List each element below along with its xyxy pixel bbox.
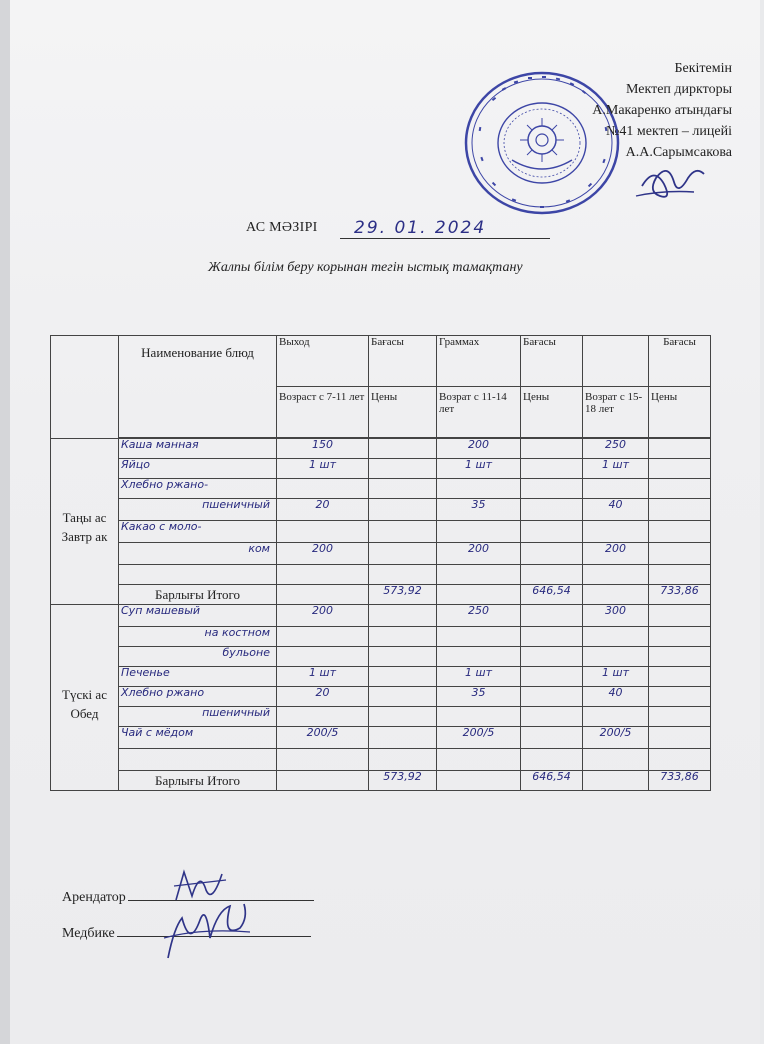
lunch-total-row bbox=[51, 771, 711, 791]
portion-11-14-cell: 1 шт bbox=[437, 459, 521, 479]
price-15-18-cell bbox=[649, 749, 711, 771]
price-15-18-cell bbox=[649, 439, 711, 459]
director-signature bbox=[634, 156, 712, 208]
column-header-age-3: Возрат с 15-18 лет bbox=[583, 387, 649, 438]
portion-15-18-cell: 200 bbox=[583, 543, 649, 565]
total-empty-cell bbox=[437, 585, 521, 605]
dish-name-cell: пшеничный bbox=[119, 499, 277, 521]
breakfast-total-row bbox=[51, 585, 711, 605]
column-header-grammakh: Граммах bbox=[437, 336, 521, 387]
approval-line-4: №41 мектеп – лицейі bbox=[606, 124, 732, 139]
price-7-11-cell bbox=[369, 499, 437, 521]
dish-name-cell: бульоне bbox=[119, 647, 277, 667]
breakfast-row bbox=[51, 439, 711, 459]
price-7-11-cell bbox=[369, 627, 437, 647]
price-11-14-cell bbox=[521, 687, 583, 707]
price-15-18-cell bbox=[649, 707, 711, 727]
portion-11-14-cell: 200 bbox=[437, 439, 521, 459]
price-15-18-cell bbox=[649, 605, 711, 627]
portion-15-18-cell: 200/5 bbox=[583, 727, 649, 749]
arendator-label: Арендатор bbox=[62, 890, 126, 905]
breakfast-row bbox=[51, 565, 711, 585]
price-11-14-cell bbox=[521, 499, 583, 521]
price-7-11-cell bbox=[369, 521, 437, 543]
portion-15-18-cell bbox=[583, 479, 649, 499]
column-header-bagasy-3: Бағасы bbox=[649, 336, 711, 387]
portion-11-14-cell bbox=[437, 521, 521, 543]
price-7-11-cell bbox=[369, 707, 437, 727]
menu-date: 29. 01. 2024 bbox=[354, 218, 487, 238]
portion-11-14-cell: 35 bbox=[437, 499, 521, 521]
portion-7-11-cell bbox=[277, 479, 369, 499]
portion-15-18-cell bbox=[583, 647, 649, 667]
dish-name-cell: Яйцо bbox=[119, 459, 277, 479]
dish-name-cell: Хлебно ржано bbox=[119, 687, 277, 707]
price-15-18-cell bbox=[649, 727, 711, 749]
dish-name-cell: Чай с мёдом bbox=[119, 727, 277, 749]
price-15-18-cell bbox=[649, 499, 711, 521]
column-header-age-2: Возрат с 11-14 лет bbox=[437, 387, 521, 438]
breakfast-row bbox=[51, 479, 711, 499]
price-11-14-cell bbox=[521, 521, 583, 543]
portion-7-11-cell: 1 шт bbox=[277, 459, 369, 479]
price-7-11-cell bbox=[369, 479, 437, 499]
price-11-14-cell bbox=[521, 707, 583, 727]
price-15-18-cell bbox=[649, 667, 711, 687]
menu-subtitle: Жалпы білім беру корынан тегін ыстық тамақтану bbox=[208, 260, 523, 275]
price-7-11-cell bbox=[369, 727, 437, 749]
lunch-section-label: Түскі ас Обед bbox=[51, 605, 119, 791]
dish-name-cell bbox=[119, 565, 277, 585]
price-7-11-cell bbox=[369, 687, 437, 707]
portion-15-18-cell bbox=[583, 565, 649, 585]
portion-11-14-cell: 200/5 bbox=[437, 727, 521, 749]
menu-table bbox=[50, 335, 711, 439]
column-header-name: Наименование блюд bbox=[119, 336, 277, 438]
portion-15-18-cell bbox=[583, 627, 649, 647]
portion-7-11-cell: 200 bbox=[277, 543, 369, 565]
price-7-11-cell bbox=[369, 667, 437, 687]
lunch-total-7-11: 573,92 bbox=[369, 771, 437, 791]
portion-7-11-cell: 150 bbox=[277, 439, 369, 459]
dish-name-cell: Какао с моло- bbox=[119, 521, 277, 543]
breakfast-row bbox=[51, 499, 711, 521]
dish-name-cell: Каша манная bbox=[119, 439, 277, 459]
medbike-signature bbox=[160, 898, 256, 966]
column-header-ceny-1: Цены bbox=[369, 387, 437, 438]
column-header-vykhod: Выход bbox=[277, 336, 369, 387]
background-edge bbox=[0, 0, 10, 1044]
date-underline bbox=[340, 238, 550, 239]
price-7-11-cell bbox=[369, 647, 437, 667]
lunch-row bbox=[51, 727, 711, 749]
portion-15-18-cell: 1 шт bbox=[583, 459, 649, 479]
price-7-11-cell bbox=[369, 565, 437, 585]
portion-11-14-cell: 35 bbox=[437, 687, 521, 707]
price-15-18-cell bbox=[649, 543, 711, 565]
column-header-bagasy-1: Бағасы bbox=[369, 336, 437, 387]
column-header-age-1: Возраст с 7-11 лет bbox=[277, 387, 369, 438]
column-header-ceny-2: Цены bbox=[521, 387, 583, 438]
portion-7-11-cell: 20 bbox=[277, 687, 369, 707]
price-15-18-cell bbox=[649, 459, 711, 479]
portion-15-18-cell bbox=[583, 521, 649, 543]
price-15-18-cell bbox=[649, 521, 711, 543]
price-11-14-cell bbox=[521, 543, 583, 565]
portion-15-18-cell: 1 шт bbox=[583, 667, 649, 687]
lunch-total-11-14: 646,54 bbox=[521, 771, 583, 791]
portion-11-14-cell bbox=[437, 565, 521, 585]
portion-11-14-cell bbox=[437, 647, 521, 667]
portion-7-11-cell bbox=[277, 565, 369, 585]
breakfast-row bbox=[51, 543, 711, 565]
dish-name-cell: Хлебно ржано- bbox=[119, 479, 277, 499]
portion-7-11-cell bbox=[277, 707, 369, 727]
breakfast-row bbox=[51, 521, 711, 543]
approval-block bbox=[592, 58, 732, 163]
breakfast-total-11-14: 646,54 bbox=[521, 585, 583, 605]
portion-7-11-cell bbox=[277, 749, 369, 771]
price-11-14-cell bbox=[521, 627, 583, 647]
portion-11-14-cell bbox=[437, 749, 521, 771]
portion-11-14-cell: 1 шт bbox=[437, 667, 521, 687]
portion-11-14-cell bbox=[437, 627, 521, 647]
portion-7-11-cell: 1 шт bbox=[277, 667, 369, 687]
portion-15-18-cell: 250 bbox=[583, 439, 649, 459]
lunch-row bbox=[51, 687, 711, 707]
price-7-11-cell bbox=[369, 749, 437, 771]
portion-11-14-cell: 200 bbox=[437, 543, 521, 565]
price-11-14-cell bbox=[521, 667, 583, 687]
portion-11-14-cell bbox=[437, 479, 521, 499]
column-header-bagasy-2: Бағасы bbox=[521, 336, 583, 387]
breakfast-total-15-18: 733,86 bbox=[649, 585, 711, 605]
lunch-row bbox=[51, 749, 711, 771]
price-11-14-cell bbox=[521, 479, 583, 499]
price-7-11-cell bbox=[369, 605, 437, 627]
price-7-11-cell bbox=[369, 439, 437, 459]
medbike-label: Медбике bbox=[62, 926, 115, 941]
portion-7-11-cell: 20 bbox=[277, 499, 369, 521]
total-empty-cell bbox=[583, 585, 649, 605]
column-header-ceny-3: Цены bbox=[649, 387, 711, 438]
approval-line-5: А.А.Сарымсакова bbox=[625, 145, 732, 160]
lunch-row bbox=[51, 707, 711, 727]
total-empty-cell bbox=[437, 771, 521, 791]
lunch-total-15-18: 733,86 bbox=[649, 771, 711, 791]
approval-line-2: Мектеп диркторы bbox=[626, 82, 732, 97]
breakfast-row bbox=[51, 459, 711, 479]
portion-11-14-cell bbox=[437, 707, 521, 727]
price-11-14-cell bbox=[521, 459, 583, 479]
dish-name-cell: Суп машевый bbox=[119, 605, 277, 627]
price-7-11-cell bbox=[369, 543, 437, 565]
portion-15-18-cell bbox=[583, 749, 649, 771]
price-11-14-cell bbox=[521, 565, 583, 585]
price-15-18-cell bbox=[649, 627, 711, 647]
breakfast-total-label: Барлығы Итого bbox=[119, 585, 277, 605]
menu-title: АС МӘЗІРІ bbox=[246, 220, 318, 235]
dish-name-cell: ком bbox=[119, 543, 277, 565]
dish-name-cell: на костном bbox=[119, 627, 277, 647]
portion-7-11-cell: 200/5 bbox=[277, 727, 369, 749]
portion-7-11-cell bbox=[277, 647, 369, 667]
approval-line-1: Бекітемін bbox=[674, 61, 732, 76]
price-15-18-cell bbox=[649, 479, 711, 499]
lunch-total-label: Барлығы Итого bbox=[119, 771, 277, 791]
portion-15-18-cell: 40 bbox=[583, 687, 649, 707]
price-11-14-cell bbox=[521, 647, 583, 667]
total-empty-cell bbox=[277, 771, 369, 791]
section-column-header bbox=[51, 336, 119, 439]
price-15-18-cell bbox=[649, 647, 711, 667]
price-11-14-cell bbox=[521, 605, 583, 627]
portion-11-14-cell: 250 bbox=[437, 605, 521, 627]
document-page bbox=[10, 0, 760, 1044]
portion-15-18-cell: 40 bbox=[583, 499, 649, 521]
dish-name-cell: пшеничный bbox=[119, 707, 277, 727]
dish-name-cell bbox=[119, 749, 277, 771]
price-11-14-cell bbox=[521, 439, 583, 459]
breakfast-section-label: Таңы ас Завтр ак bbox=[51, 439, 119, 605]
lunch-row bbox=[51, 627, 711, 647]
price-15-18-cell bbox=[649, 687, 711, 707]
total-empty-cell bbox=[583, 771, 649, 791]
header-row-1 bbox=[51, 336, 711, 387]
price-11-14-cell bbox=[521, 727, 583, 749]
approval-line-3: А.Макаренко атындағы bbox=[592, 103, 732, 118]
portion-15-18-cell bbox=[583, 707, 649, 727]
breakfast-section bbox=[51, 439, 711, 605]
price-15-18-cell bbox=[649, 565, 711, 585]
lunch-row bbox=[51, 605, 711, 627]
portion-15-18-cell: 300 bbox=[583, 605, 649, 627]
price-7-11-cell bbox=[369, 459, 437, 479]
menu-body-table bbox=[50, 438, 711, 791]
portion-7-11-cell: 200 bbox=[277, 605, 369, 627]
total-empty-cell bbox=[277, 585, 369, 605]
column-header-empty bbox=[583, 336, 649, 387]
lunch-row bbox=[51, 647, 711, 667]
price-11-14-cell bbox=[521, 749, 583, 771]
lunch-section bbox=[51, 605, 711, 791]
portion-7-11-cell bbox=[277, 627, 369, 647]
lunch-row bbox=[51, 667, 711, 687]
breakfast-total-7-11: 573,92 bbox=[369, 585, 437, 605]
dish-name-cell: Печенье bbox=[119, 667, 277, 687]
portion-7-11-cell bbox=[277, 521, 369, 543]
